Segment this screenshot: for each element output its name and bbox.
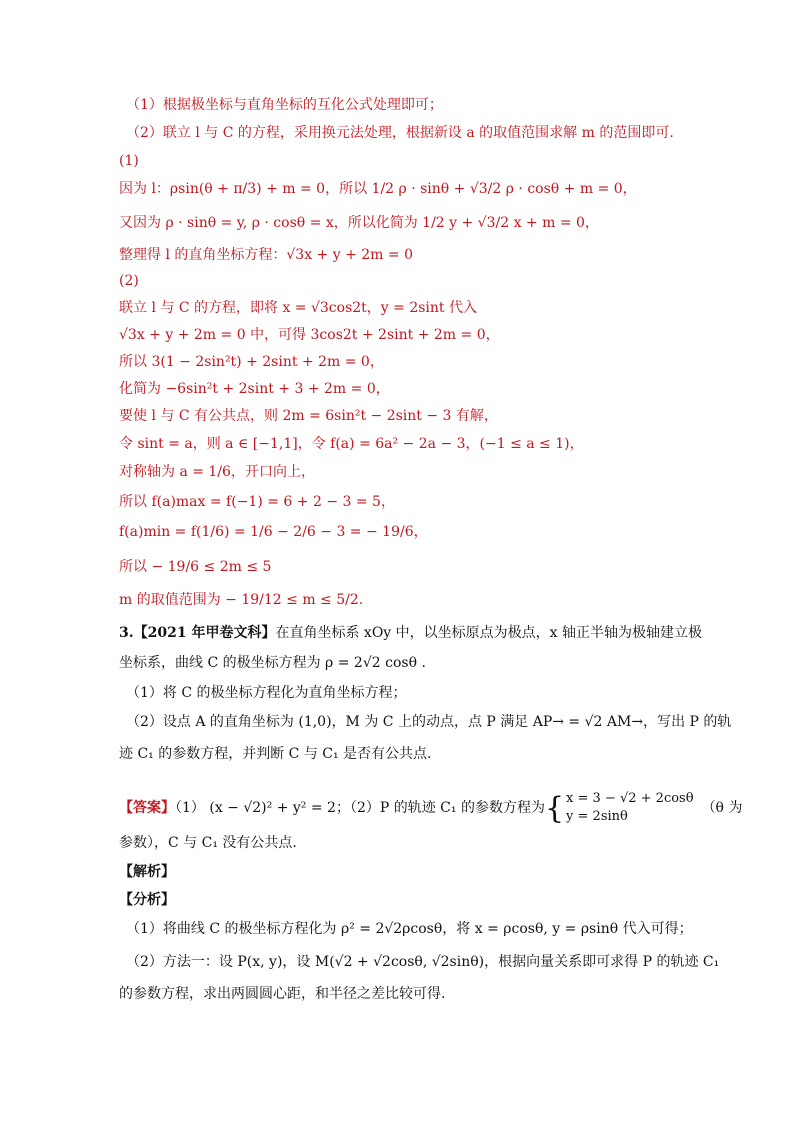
answer-text: （1） (x − √2)² + y² = 2；（2）P 的轨迹 C₁ 的参数方程为 [175,800,545,816]
solution-line: 又因为 ρ · sinθ = y, ρ · cosθ = x，所以化简为 1/2 y + √3/2 x + m = 0， [119,215,599,231]
parametric-x: x = 3 − √2 + 2cosθ [566,791,694,806]
question-source-tag: 【2021 年甲卷文科】 [133,625,276,641]
solution-line: m 的取值范围为 − 19/12 ≤ m ≤ 5/2. [119,592,364,608]
answer-label: 【答案】 [119,800,175,816]
analysis-paragraph-2-line-2: 的参数方程，求出两圆圆心距，和半径之差比较可得. [119,986,446,1002]
fenxi-label: 【分析】 [119,892,175,908]
answer-line-1 [119,790,742,826]
question-3-sub-1: （1）将 C 的极坐标方程化为直角坐标方程； [126,685,407,701]
solution-line: 要使 l 与 C 有公共点，则 2m = 6sin²t − 2sint − 3 有解， [119,408,498,424]
solution-line: 整理得 l 的直角坐标方程：√3x + y + 2m = 0 [119,247,413,263]
question-3-stem-line-2: 坐标系，曲线 C 的极坐标方程为 ρ = 2√2 cosθ . [119,655,426,671]
parametric-y: y = 2sinθ [566,809,628,824]
answer-tail: （θ 为 [701,800,743,816]
solution-line: √3x + y + 2m = 0 中，可得 3cos2t + 2sint + 2m = 0， [119,327,500,343]
solution-line: 所以 f(a)max = f(−1) = 6 + 2 − 3 = 5， [119,494,395,510]
question-3-stem-line-1 [119,624,702,642]
solution-line: 因为 l：ρsin(θ + π/3) + m = 0，所以 1/2 ρ · sinθ + √3/2 ρ · cosθ + m = 0， [119,181,637,197]
solution-part-1-label: (1) [119,153,139,169]
parametric-system [566,790,694,826]
solution-line: 所以 3(1 − 2sin²t) + 2sint + 2m = 0， [119,354,384,370]
solution-line: 对称轴为 a = 1/6，开口向上， [119,464,315,480]
solution-line: 令 sint = a，则 a ∈ [−1,1]，令 f(a) = 6a² − 2a − 3，(−1 ≤ a ≤ 1)， [119,436,584,452]
solution-line: 所以 − 19/6 ≤ 2m ≤ 5 [119,559,272,575]
analysis-paragraph-2-line-1: （2）方法一：设 P(x, y)，设 M(√2 + √2cosθ, √2sinθ)，根据向量关系即可求得 P 的轨迹 C₁ [126,954,720,970]
brace-icon: { [544,791,565,826]
question-stem-text: 在直角坐标系 xOy 中，以坐标原点为极点，x 轴正半轴为极轴建立极 [275,625,702,641]
solution-line: 联立 l 与 C 的方程，即将 x = √3cos2t，y = 2sint 代入 [119,300,477,316]
analysis-paragraph-1: （1）将曲线 C 的极坐标方程化为 ρ² = 2√2ρcosθ，将 x = ρcosθ, y = ρsinθ 代入可得； [126,921,693,937]
analysis-step-1: （1）根据极坐标与直角坐标的互化公式处理即可； [126,97,443,113]
solution-part-2-label: (2) [119,273,139,289]
question-3-sub-2-line-2: 迹 C₁ 的参数方程，并判断 C 与 C₁ 是否有公共点. [119,746,432,762]
solution-line: 化简为 −6sin²t + 2sint + 3 + 2m = 0， [119,381,390,397]
solution-line: f(a)min = f(1/6) = 1/6 − 2/6 − 3 = − 19/6， [119,524,428,540]
question-number: 3. [119,625,134,641]
question-3-sub-2-line-1: （2）设点 A 的直角坐标为 (1,0)，M 为 C 上的动点，点 P 满足 AP→ = √2 AM→，写出 P 的轨 [126,714,732,730]
answer-line-2: 参数），C 与 C₁ 没有公共点. [119,835,297,851]
analysis-step-2: （2）联立 l 与 C 的方程，采用换元法处理，根据新设 a 的取值范围求解 m 的范围即可. [126,125,674,141]
jiexi-label: 【解析】 [119,864,175,880]
